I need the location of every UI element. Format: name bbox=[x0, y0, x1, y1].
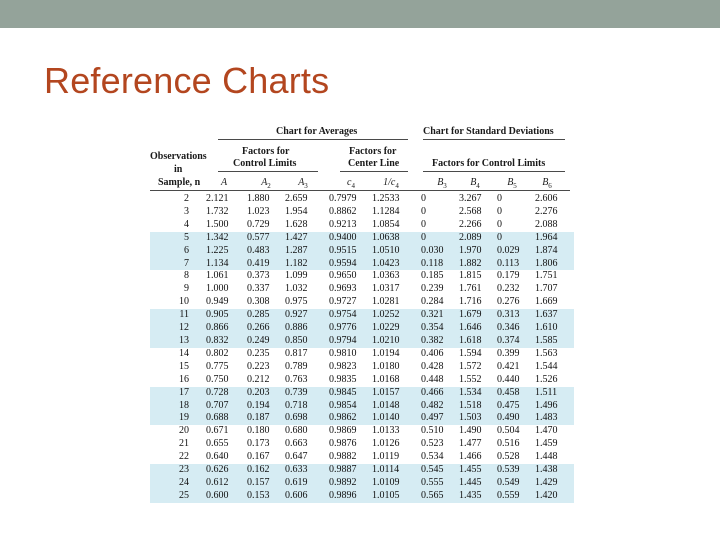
factor-value-cell: 1.477 bbox=[459, 438, 482, 450]
factor-value-cell: 1.679 bbox=[455, 309, 493, 322]
factor-value-cell: 0.523 bbox=[421, 438, 444, 450]
factor-value-cell: 1.761 bbox=[459, 283, 482, 295]
factor-value-cell: 1.751 bbox=[535, 270, 558, 282]
factor-value-cell: 2.266 bbox=[459, 218, 482, 230]
factor-value-cell: 1.0140 bbox=[368, 412, 417, 425]
sample-size-cell: 20 bbox=[179, 425, 189, 437]
factor-value-cell: 0.173 bbox=[247, 438, 270, 450]
factor-value-cell: 0.276 bbox=[497, 296, 520, 308]
factor-value-cell: 0.728 bbox=[202, 387, 243, 400]
factor-value-cell: 0.8862 bbox=[329, 205, 357, 217]
factor-value-cell: 0.9776 bbox=[325, 322, 368, 335]
factor-value-cell: 0.9823 bbox=[329, 360, 357, 372]
factor-value-cell: 0.346 bbox=[493, 322, 531, 335]
sample-size-cell: 7 bbox=[150, 258, 202, 271]
factor-value-cell: 0.113 bbox=[493, 258, 531, 271]
factor-value-cell: 0.698 bbox=[281, 412, 325, 425]
factor-value-cell: 0.9213 bbox=[329, 218, 357, 230]
factor-value-cell: 1.0194 bbox=[372, 347, 400, 359]
factor-value-cell: 0.419 bbox=[243, 258, 281, 271]
factor-value-cell: 1.023 bbox=[247, 205, 270, 217]
factor-value-cell: 0.153 bbox=[243, 490, 281, 503]
factor-value-cell: 1.880 bbox=[247, 193, 270, 204]
averages-heading: Chart for Averages bbox=[276, 126, 358, 137]
factor-value-cell: 1.0157 bbox=[368, 387, 417, 400]
factor-value-cell: 0 bbox=[421, 205, 426, 217]
factor-value-cell: 0 bbox=[497, 218, 502, 230]
factor-value-cell: 0.600 bbox=[202, 490, 243, 503]
factor-value-cell: 1.534 bbox=[455, 387, 493, 400]
table-row bbox=[150, 361, 574, 374]
factor-value-cell: 1.134 bbox=[202, 258, 243, 271]
factor-value-cell: 0.9650 bbox=[329, 270, 357, 282]
factor-value-cell: 0.707 bbox=[202, 400, 243, 413]
sample-size-cell: 18 bbox=[150, 400, 202, 413]
factor-value-cell: 0.975 bbox=[285, 296, 308, 308]
factor-value-cell: 0.549 bbox=[493, 477, 531, 490]
factor-value-cell: 0.606 bbox=[281, 490, 325, 503]
factor-value-cell: 0.373 bbox=[247, 270, 270, 282]
factor-value-cell: 0.949 bbox=[206, 296, 229, 308]
factor-value-cell: 0.9892 bbox=[325, 477, 368, 490]
factor-value-cell: 0.9845 bbox=[325, 387, 368, 400]
factor-value-cell: 0.399 bbox=[497, 347, 520, 359]
factor-value-cell: 1.0638 bbox=[368, 232, 417, 245]
factor-value-cell: 0.232 bbox=[497, 283, 520, 295]
factor-value-cell: 0.490 bbox=[493, 412, 531, 425]
sample-size-cell: 16 bbox=[179, 373, 189, 385]
factor-value-cell: 0.927 bbox=[281, 309, 325, 322]
std-heading: Chart for Standard Deviations bbox=[423, 126, 554, 137]
factor-value-cell: 2.121 bbox=[206, 193, 229, 204]
col-head-inv-c4: $1/c_4$ bbox=[383, 177, 399, 190]
sample-size-cell: 21 bbox=[179, 438, 189, 450]
factor-value-cell: 0.475 bbox=[493, 400, 531, 413]
factor-value-cell: 2.089 bbox=[455, 232, 493, 245]
table-row bbox=[150, 477, 574, 490]
factor-value-cell: 0.9400 bbox=[325, 232, 368, 245]
factor-value-cell: 3.267 bbox=[459, 193, 482, 204]
col-head-c4: $c_4$ bbox=[347, 177, 355, 190]
factor-value-cell: 0.640 bbox=[206, 451, 229, 463]
factor-value-cell: 1.882 bbox=[455, 258, 493, 271]
factor-value-cell: 0.633 bbox=[281, 464, 325, 477]
col-head-a: A bbox=[220, 177, 228, 188]
factor-value-cell: 1.032 bbox=[285, 283, 308, 295]
factor-value-cell: 0.440 bbox=[497, 373, 520, 385]
factor-value-cell: 0.308 bbox=[247, 296, 270, 308]
factor-value-cell: 1.552 bbox=[459, 373, 482, 385]
factor-value-cell: 0.817 bbox=[285, 347, 308, 359]
factor-value-cell: 0.185 bbox=[421, 270, 444, 282]
sample-size-cell: 19 bbox=[150, 412, 202, 425]
factor-value-cell: 1.0180 bbox=[372, 360, 400, 372]
factor-value-cell: 1.526 bbox=[535, 373, 558, 385]
factor-value-cell: 0.235 bbox=[247, 347, 270, 359]
factor-value-cell: 0.577 bbox=[243, 232, 281, 245]
factor-value-cell: 1.707 bbox=[535, 283, 558, 295]
sample-size-cell: 11 bbox=[150, 309, 202, 322]
factor-value-cell: 0.9794 bbox=[325, 335, 368, 348]
factor-value-cell: 0.313 bbox=[493, 309, 531, 322]
table-row bbox=[150, 490, 574, 503]
factor-value-cell: 0.9835 bbox=[329, 373, 357, 385]
factor-value-cell: 0.029 bbox=[493, 245, 531, 258]
table-row bbox=[150, 400, 574, 413]
std-rule bbox=[423, 139, 565, 140]
factor-value-cell: 1.0119 bbox=[372, 451, 400, 463]
factor-value-cell: 0.428 bbox=[421, 360, 444, 372]
factor-value-cell: 0.284 bbox=[421, 296, 444, 308]
factor-value-cell: 0.203 bbox=[243, 387, 281, 400]
factor-value-cell: 0.030 bbox=[417, 245, 455, 258]
factor-value-cell: 0.750 bbox=[206, 373, 229, 385]
factor-value-cell: 0.680 bbox=[285, 425, 308, 437]
factor-value-cell: 0.249 bbox=[243, 335, 281, 348]
factor-value-cell: 0.466 bbox=[417, 387, 455, 400]
factor-value-cell: 1.0210 bbox=[368, 335, 417, 348]
factors-control-label: Factors for bbox=[242, 146, 290, 157]
factor-value-cell: 1.970 bbox=[455, 245, 493, 258]
factor-value-cell: 0.612 bbox=[202, 477, 243, 490]
sample-size-cell: 23 bbox=[150, 464, 202, 477]
table-row bbox=[150, 258, 574, 271]
factor-value-cell: 0.382 bbox=[417, 335, 455, 348]
table-row bbox=[150, 283, 574, 296]
factor-value-cell: 0.421 bbox=[497, 360, 520, 372]
factor-value-cell: 0.266 bbox=[243, 322, 281, 335]
sample-size-cell: 17 bbox=[150, 387, 202, 400]
factor-value-cell: 0 bbox=[421, 193, 426, 204]
factor-value-cell: 0.729 bbox=[247, 218, 270, 230]
factor-value-cell: 0.354 bbox=[417, 322, 455, 335]
factor-value-cell: 0.9515 bbox=[325, 245, 368, 258]
factor-value-cell: 1.445 bbox=[455, 477, 493, 490]
factor-value-cell: 0.497 bbox=[417, 412, 455, 425]
factor-value-cell: 1.429 bbox=[531, 477, 574, 490]
factor-value-cell: 0.337 bbox=[247, 283, 270, 295]
control-limits-label: Control Limits bbox=[233, 158, 297, 169]
factor-value-cell: 0.763 bbox=[285, 373, 308, 385]
table-row bbox=[150, 270, 574, 283]
factor-value-cell: 0.406 bbox=[421, 347, 444, 359]
factor-value-cell: 1.610 bbox=[531, 322, 574, 335]
factor-value-cell: 1.954 bbox=[285, 205, 308, 217]
factor-value-cell: 0.223 bbox=[247, 360, 270, 372]
factor-value-cell: 1.0133 bbox=[372, 425, 400, 437]
factor-value-cell: 0.483 bbox=[243, 245, 281, 258]
factor-value-cell: 0.9754 bbox=[325, 309, 368, 322]
factor-value-cell: 0.688 bbox=[202, 412, 243, 425]
averages-rule bbox=[218, 139, 408, 140]
col-head-b3: $B_3$ bbox=[437, 177, 447, 190]
factor-value-cell: 1.490 bbox=[459, 425, 482, 437]
control-chart-factors-table bbox=[150, 124, 574, 512]
col-head-b5: $B_5$ bbox=[507, 177, 517, 190]
table-row bbox=[150, 348, 574, 361]
factor-value-cell: 1.0281 bbox=[372, 296, 400, 308]
factor-value-cell: 0.9876 bbox=[329, 438, 357, 450]
factor-value-cell: 1.815 bbox=[459, 270, 482, 282]
factor-value-cell: 0.565 bbox=[417, 490, 455, 503]
factor-value-cell: 1.669 bbox=[535, 296, 558, 308]
factor-value-cell: 1.496 bbox=[531, 400, 574, 413]
factor-value-cell: 0.9887 bbox=[325, 464, 368, 477]
sample-label: Sample, n bbox=[158, 177, 201, 188]
factor-value-cell: 1.874 bbox=[531, 245, 574, 258]
factor-value-cell: 0 bbox=[421, 218, 426, 230]
factor-value-cell: 2.088 bbox=[535, 218, 558, 230]
table-row bbox=[150, 232, 574, 245]
factor-value-cell: 1.2533 bbox=[372, 193, 400, 204]
sample-size-cell: 14 bbox=[179, 347, 189, 359]
factor-value-cell: 1.459 bbox=[535, 438, 558, 450]
factor-value-cell: 1.182 bbox=[281, 258, 325, 271]
factor-value-cell: 1.483 bbox=[531, 412, 574, 425]
factor-value-cell: 0.789 bbox=[285, 360, 308, 372]
factor-value-cell: 0.663 bbox=[285, 438, 308, 450]
factor-value-cell: 1.0854 bbox=[372, 218, 400, 230]
factor-value-cell: 0.162 bbox=[243, 464, 281, 477]
sample-size-cell: 10 bbox=[179, 296, 189, 308]
factor-value-cell: 1.438 bbox=[531, 464, 574, 477]
factor-value-cell: 1.646 bbox=[455, 322, 493, 335]
in-label: in bbox=[174, 164, 183, 175]
factor-value-cell: 0.448 bbox=[421, 373, 444, 385]
factor-value-cell: 0 bbox=[497, 193, 502, 204]
factor-value-cell: 0.626 bbox=[202, 464, 243, 477]
top-band bbox=[0, 0, 720, 28]
table-row bbox=[150, 412, 574, 425]
table-row bbox=[150, 335, 574, 348]
factor-value-cell: 0.802 bbox=[206, 347, 229, 359]
factor-value-cell: 1.0510 bbox=[368, 245, 417, 258]
sample-size-cell: 2 bbox=[184, 193, 189, 204]
factor-value-cell: 0.647 bbox=[285, 451, 308, 463]
factor-value-cell: 1.0148 bbox=[368, 400, 417, 413]
sample-size-cell: 24 bbox=[150, 477, 202, 490]
factor-value-cell: 1.470 bbox=[535, 425, 558, 437]
table-row bbox=[150, 219, 574, 232]
factor-value-cell: 0.212 bbox=[247, 373, 270, 385]
factor-value-cell: 1.585 bbox=[531, 335, 574, 348]
col-head-a3: $A_3$ bbox=[298, 177, 308, 190]
factors-center-label: Factors for bbox=[349, 146, 397, 157]
sample-size-cell: 22 bbox=[179, 451, 189, 463]
factors-table bbox=[150, 193, 574, 503]
factor-value-cell: 1.427 bbox=[281, 232, 325, 245]
table-row bbox=[150, 309, 574, 322]
factor-value-cell: 1.287 bbox=[281, 245, 325, 258]
factor-value-cell: 1.500 bbox=[206, 218, 229, 230]
table-row bbox=[150, 193, 574, 206]
factor-value-cell: 1.466 bbox=[459, 451, 482, 463]
factor-value-cell: 0.545 bbox=[417, 464, 455, 477]
factor-value-cell: 2.659 bbox=[285, 193, 308, 204]
factor-value-cell: 0.504 bbox=[497, 425, 520, 437]
factor-value-cell: 0 bbox=[493, 232, 531, 245]
factor-value-cell: 2.568 bbox=[459, 205, 482, 217]
factor-value-cell: 0.516 bbox=[497, 438, 520, 450]
factor-value-cell: 0.374 bbox=[493, 335, 531, 348]
table-row bbox=[150, 296, 574, 309]
std-factors-label: Factors for Control Limits bbox=[432, 158, 546, 169]
table-row bbox=[150, 387, 574, 400]
factor-value-cell: 0.718 bbox=[281, 400, 325, 413]
factor-value-cell: 1.628 bbox=[285, 218, 308, 230]
table-row bbox=[150, 451, 574, 464]
factor-value-cell: 0.619 bbox=[281, 477, 325, 490]
factor-value-cell: 0.179 bbox=[497, 270, 520, 282]
factor-value-cell: 1.420 bbox=[531, 490, 574, 503]
factor-value-cell: 1.618 bbox=[455, 335, 493, 348]
table-row bbox=[150, 425, 574, 438]
table-row bbox=[150, 438, 574, 451]
factor-value-cell: 1.964 bbox=[531, 232, 574, 245]
factor-value-cell: 1.0109 bbox=[368, 477, 417, 490]
factor-value-cell: 0.482 bbox=[417, 400, 455, 413]
factor-value-cell: 0.9693 bbox=[329, 283, 357, 295]
factor-value-cell: 2.276 bbox=[535, 205, 558, 217]
table-row bbox=[150, 206, 574, 219]
factor-value-cell: 0.539 bbox=[493, 464, 531, 477]
factor-value-cell: 1.0168 bbox=[372, 373, 400, 385]
factor-value-cell: 1.0317 bbox=[372, 283, 400, 295]
factor-value-cell: 2.606 bbox=[535, 193, 558, 204]
factor-value-cell: 1.503 bbox=[455, 412, 493, 425]
factor-value-cell: 0.655 bbox=[206, 438, 229, 450]
factor-value-cell: 0.9896 bbox=[325, 490, 368, 503]
factor-value-cell: 1.435 bbox=[455, 490, 493, 503]
factor-value-cell: 0.905 bbox=[202, 309, 243, 322]
factor-value-cell: 1.225 bbox=[202, 245, 243, 258]
sample-size-cell: 5 bbox=[150, 232, 202, 245]
sample-size-cell: 8 bbox=[184, 270, 189, 282]
factor-value-cell: 0.510 bbox=[421, 425, 444, 437]
factor-value-cell: 0.7979 bbox=[329, 193, 357, 204]
factor-value-cell: 1.563 bbox=[535, 347, 558, 359]
factor-value-cell: 1.0105 bbox=[368, 490, 417, 503]
table-row bbox=[150, 464, 574, 477]
factor-value-cell: 1.511 bbox=[531, 387, 574, 400]
factor-value-cell: 0.9869 bbox=[329, 425, 357, 437]
factor-value-cell: 1.0363 bbox=[372, 270, 400, 282]
factor-value-cell: 0.194 bbox=[243, 400, 281, 413]
factor-value-cell: 1.099 bbox=[285, 270, 308, 282]
factor-value-cell: 0.9727 bbox=[329, 296, 357, 308]
factor-value-cell: 1.0126 bbox=[372, 438, 400, 450]
factor-value-cell: 0 bbox=[417, 232, 455, 245]
control-limits-rule bbox=[218, 171, 318, 172]
factor-value-cell: 0.458 bbox=[493, 387, 531, 400]
factor-value-cell: 0.886 bbox=[281, 322, 325, 335]
factor-value-cell: 1.572 bbox=[459, 360, 482, 372]
factor-value-cell: 0.528 bbox=[497, 451, 520, 463]
factor-value-cell: 1.716 bbox=[459, 296, 482, 308]
factor-value-cell: 1.0423 bbox=[368, 258, 417, 271]
factor-value-cell: 1.0229 bbox=[368, 322, 417, 335]
factor-value-cell: 1.0252 bbox=[368, 309, 417, 322]
factor-value-cell: 0.866 bbox=[202, 322, 243, 335]
factor-value-cell: 0.239 bbox=[421, 283, 444, 295]
sample-size-cell: 6 bbox=[150, 245, 202, 258]
col-head-a2: $A_2$ bbox=[261, 177, 271, 190]
factor-value-cell: 0.9810 bbox=[329, 347, 357, 359]
sample-size-cell: 3 bbox=[184, 205, 189, 217]
factor-value-cell: 0.167 bbox=[247, 451, 270, 463]
factor-value-cell: 1.1284 bbox=[372, 205, 400, 217]
factor-value-cell: 0.739 bbox=[281, 387, 325, 400]
center-line-rule bbox=[340, 171, 408, 172]
factor-value-cell: 0.157 bbox=[243, 477, 281, 490]
factor-value-cell: 1.448 bbox=[535, 451, 558, 463]
factor-value-cell: 0.9882 bbox=[329, 451, 357, 463]
factor-value-cell: 0.285 bbox=[243, 309, 281, 322]
std-factors-rule bbox=[423, 171, 565, 172]
factor-value-cell: 0.555 bbox=[417, 477, 455, 490]
factor-value-cell: 0.118 bbox=[417, 258, 455, 271]
observations-label: Observations bbox=[150, 151, 207, 162]
factor-value-cell: 0.9862 bbox=[325, 412, 368, 425]
sample-size-cell: 4 bbox=[184, 218, 189, 230]
factor-value-cell: 1.594 bbox=[459, 347, 482, 359]
factor-value-cell: 1.342 bbox=[202, 232, 243, 245]
table-row bbox=[150, 374, 574, 387]
factor-value-cell: 1.544 bbox=[535, 360, 558, 372]
factor-value-cell: 0.850 bbox=[281, 335, 325, 348]
factor-value-cell: 1.061 bbox=[206, 270, 229, 282]
center-line-label: Center Line bbox=[348, 158, 400, 169]
factor-value-cell: 0.9854 bbox=[325, 400, 368, 413]
factor-value-cell: 0.832 bbox=[202, 335, 243, 348]
factor-value-cell: 0.187 bbox=[243, 412, 281, 425]
factor-value-cell: 0 bbox=[497, 205, 502, 217]
factor-value-cell: 1.732 bbox=[206, 205, 229, 217]
table-row bbox=[150, 245, 574, 258]
sample-size-cell: 25 bbox=[150, 490, 202, 503]
factor-value-cell: 0.534 bbox=[421, 451, 444, 463]
header-bottom-rule bbox=[150, 190, 570, 191]
factor-value-cell: 0.671 bbox=[206, 425, 229, 437]
sample-size-cell: 9 bbox=[184, 283, 189, 295]
factor-value-cell: 0.321 bbox=[417, 309, 455, 322]
factor-value-cell: 1.000 bbox=[206, 283, 229, 295]
col-head-b6: $B_6$ bbox=[542, 177, 552, 190]
factor-value-cell: 1.0114 bbox=[368, 464, 417, 477]
factor-value-cell: 0.9594 bbox=[325, 258, 368, 271]
factor-value-cell: 0.775 bbox=[206, 360, 229, 372]
sample-size-cell: 15 bbox=[179, 360, 189, 372]
sample-size-cell: 12 bbox=[150, 322, 202, 335]
factor-value-cell: 0.180 bbox=[247, 425, 270, 437]
factor-value-cell: 0.559 bbox=[493, 490, 531, 503]
factor-value-cell: 1.806 bbox=[531, 258, 574, 271]
table-row bbox=[150, 322, 574, 335]
factor-value-cell: 1.455 bbox=[455, 464, 493, 477]
col-head-b4: $B_4$ bbox=[470, 177, 480, 190]
factor-value-cell: 1.637 bbox=[531, 309, 574, 322]
factor-value-cell: 1.518 bbox=[455, 400, 493, 413]
sample-size-cell: 13 bbox=[150, 335, 202, 348]
slide-title: Reference Charts bbox=[44, 60, 330, 101]
